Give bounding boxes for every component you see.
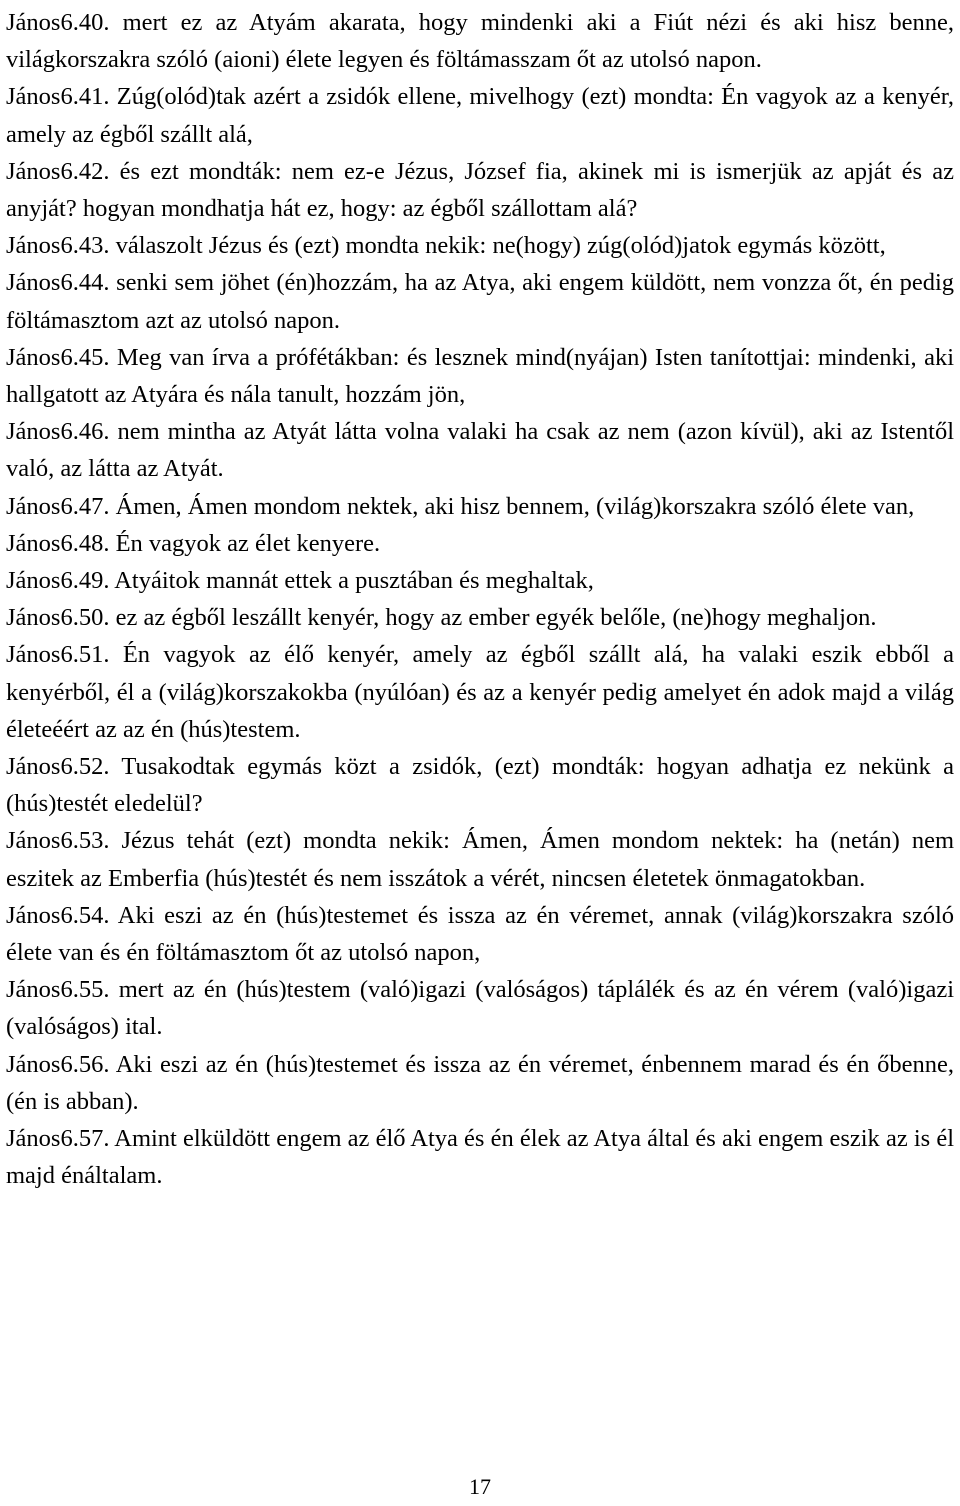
verse-6-48 — [6, 525, 954, 562]
verse-6-53 — [6, 822, 954, 896]
verse-text: ez az égből leszállt kenyér, hogy az ember egyék belőle, (ne)hogy meghaljon. — [115, 604, 877, 632]
verse-ref: János6.45. — [6, 343, 110, 371]
verse-text: Aki eszi az én (hús)testemet és issza az én véremet, énbennem marad és én őbenne, (én is abban). — [6, 1050, 954, 1115]
verse-text: Tusakodtak egymás közt a zsidók, (ezt) mondták: hogyan adhatja ez nekünk a (hús)testét eledelül? — [6, 753, 954, 818]
verse-6-45 — [6, 339, 954, 413]
verse-6-46 — [6, 413, 954, 487]
verse-ref: János6.44. — [6, 269, 110, 297]
verse-text: Zúg(olód)tak azért a zsidók ellene, mivelhogy (ezt) mondta: Én vagyok az a kenyér, amely az égből szállt alá, — [6, 83, 955, 148]
verse-ref: János6.55. — [6, 976, 110, 1004]
verse-ref: János6.41. — [6, 83, 110, 111]
verse-ref: János6.53. — [6, 827, 110, 855]
verse-ref: János6.57. — [6, 1125, 110, 1153]
verse-6-57 — [6, 1120, 954, 1194]
verse-6-56 — [6, 1046, 954, 1120]
verse-6-55 — [6, 971, 954, 1045]
verse-text: Amint elküldött engem az élő Atya és én élek az Atya által és aki engem eszik az is él majd énáltalam. — [6, 1125, 954, 1190]
page-number: 17 — [469, 1474, 491, 1499]
verse-6-43 — [6, 227, 954, 264]
verse-text: mert ez az Atyám akarata, hogy mindenki aki a Fiút nézi és aki hisz benne, világkorszakra szóló (aioni) élete legyen és föltámasszam őt az utolsó napon. — [6, 9, 955, 74]
verse-text: Én vagyok az élet kenyere. — [115, 529, 381, 557]
verse-text: Ámen, Ámen mondom nektek, aki hisz bennem, (világ)korszakra szóló élete van, — [115, 492, 915, 520]
verse-text: senki sem jöhet (én)hozzám, ha az Atya, aki engem küldött, nem vonzza őt, én pedig föltámasztom azt az utolsó napon. — [6, 269, 954, 334]
verse-6-49 — [6, 562, 954, 599]
verse-6-44 — [6, 264, 954, 338]
verse-list — [6, 4, 954, 1195]
verse-text: Jézus tehát (ezt) mondta nekik: Ámen, Ámen mondom nektek: ha (netán) nem eszitek az Emberfia (hús)testét és nem isszátok a vérét, nincsen életetek önmagatokban. — [6, 827, 955, 892]
verse-text: Én vagyok az élő kenyér, amely az égből szállt alá, ha valaki eszik ebből a kenyérből, él a (világ)korszakokba (nyúlóan) és az a kenyér pedig amelyet én adok majd a világ életeéért az az én (hús)testem. — [6, 641, 955, 743]
verse-text: Meg van írva a prófétákban: és lesznek mind(nyájan) Isten tanítottjai: mindenki, aki hallgatott az Atyára és nála tanult, hozzám jön, — [6, 343, 955, 409]
verse-text: mert az én (hús)testem (való)igazi (valóságos) táplálék és az én vérem (való)igazi (valóságos) ital. — [6, 976, 955, 1041]
verse-ref: János6.48. — [6, 529, 110, 557]
verse-ref: János6.40. — [6, 9, 110, 36]
verse-6-51 — [6, 636, 954, 748]
verse-ref: János6.47. — [6, 492, 110, 520]
verse-text: válaszolt Jézus és (ezt) mondta nekik: ne(hogy) zúg(olód)jatok egymás között, — [115, 232, 886, 260]
verse-text: nem mintha az Atyát látta volna valaki ha csak az nem (azon kívül), aki az Istentől való, az látta az Atyát. — [6, 418, 954, 483]
verse-ref: János6.56. — [6, 1050, 110, 1078]
verse-6-50 — [6, 599, 954, 636]
verse-6-40 — [6, 4, 954, 78]
verse-6-47 — [6, 488, 954, 525]
verse-6-52 — [6, 748, 954, 822]
verse-ref: János6.46. — [6, 418, 110, 446]
verse-text: Atyáitok mannát ettek a pusztában és meghaltak, — [114, 567, 594, 595]
verse-ref: János6.42. — [6, 157, 110, 185]
verse-ref: János6.43. — [6, 232, 110, 260]
verse-ref: János6.52. — [6, 753, 110, 781]
verse-ref: János6.51. — [6, 641, 110, 669]
verse-ref: János6.50. — [6, 604, 110, 632]
verse-6-42 — [6, 153, 954, 227]
verse-6-54 — [6, 897, 954, 971]
verse-ref: János6.54. — [6, 901, 110, 929]
verse-6-41 — [6, 78, 954, 152]
verse-text: és ezt mondták: nem ez-e Jézus, József fia, akinek mi is ismerjük az apját és az anyját? hogyan mondhatja hát ez, hogy: az égből szállottam alá? — [6, 157, 955, 223]
verse-ref: János6.49. — [6, 567, 110, 595]
verse-text: Aki eszi az én (hús)testemet és issza az én véremet, annak (világ)korszakra szóló élete van és én föltámasztom őt az utolsó napon, — [6, 901, 954, 967]
